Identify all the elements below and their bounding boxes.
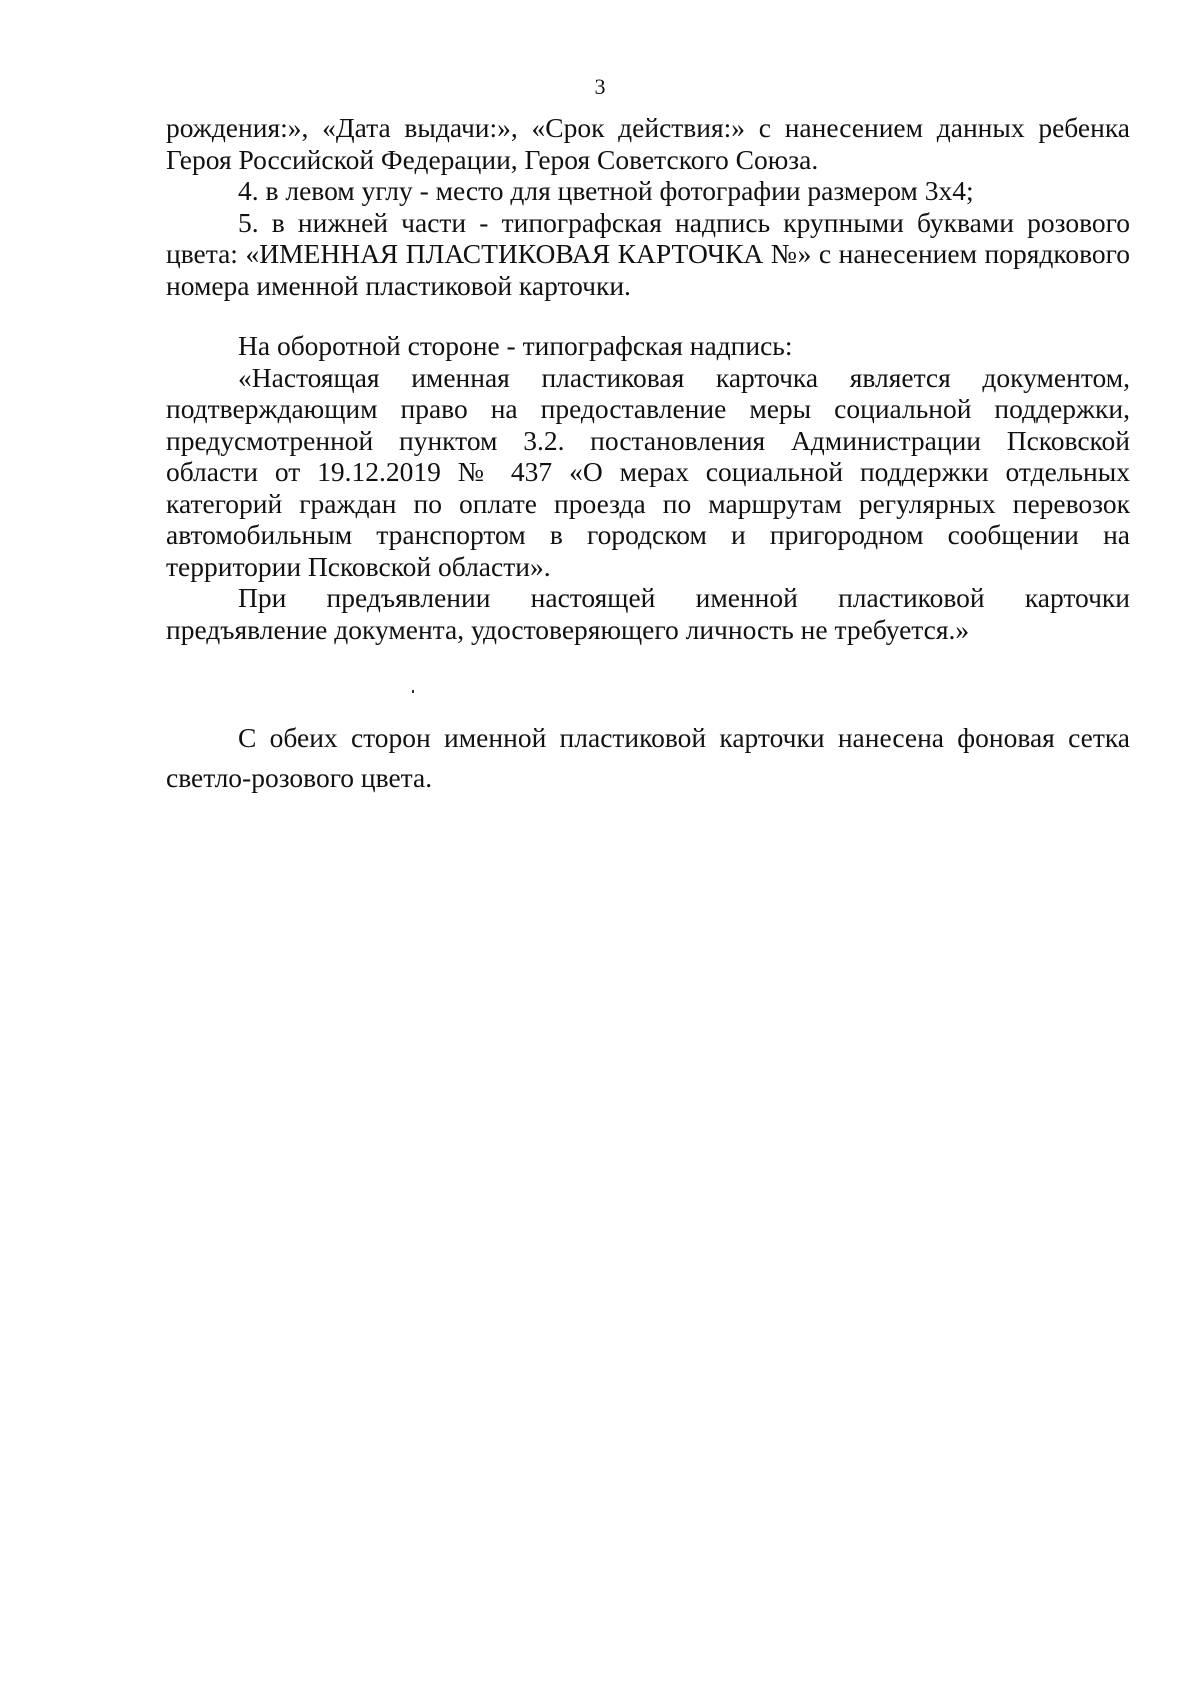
paragraph-item-4: 4. в левом углу - место для цветной фотографии размером 3х4; (238, 175, 974, 206)
closing-section (166, 718, 1130, 798)
back-side-section (166, 330, 1130, 645)
top-section (166, 112, 1130, 301)
back-side-quote: «Настоящая именная пластиковая карточка является документом, подтверждающим право на предоставление меры социальной поддержки, предусмотренной пунктом 3.2. постановления Администрации Псковской области от 19.12.2019 № 437 «О мерах социальной поддержки отдельных категорий граждан по оплате проезда по маршрутам регулярных перевозок автомобильным транспортом в городском и пригородном сообщении на территории Псковской области». (166, 361, 1130, 582)
closing-paragraph: С обеих сторон именной пластиковой карточки нанесена фоновая сетка светло-розового цвета. (166, 722, 1130, 793)
back-side-presentation: При предъявлении настоящей именной пластиковой карточки предъявление документа, удостоверяющего личность не требуется.» (166, 582, 1130, 645)
paragraph-item-5: 5. в нижней части - типографская надпись крупными буквами розового цвета: «ИМЕННАЯ ПЛАСТИКОВАЯ КАРТОЧКА №» с нанесением порядкового номера именной пластиковой карточки. (166, 206, 1130, 301)
page-number: 3 (594, 74, 606, 99)
back-side-heading: На оборотной стороне - типографская надпись: (238, 330, 793, 361)
paragraph-continuation: рождения:», «Дата выдачи:», «Срок действия:» с нанесением данных ребенка Героя Российской Федерации, Героя Советского Союза. (166, 112, 1130, 175)
scan-speck (412, 690, 414, 693)
